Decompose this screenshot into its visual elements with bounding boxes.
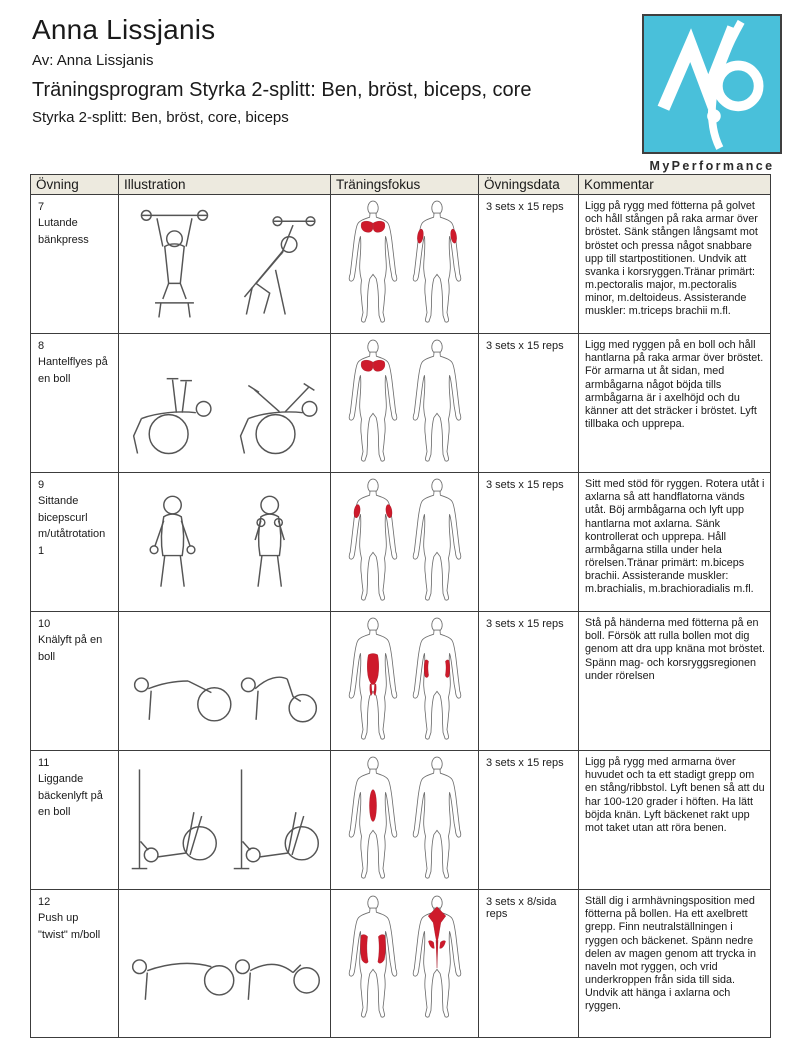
comment-cell — [579, 751, 771, 890]
comment-cell — [579, 334, 771, 473]
muscle-figure-back — [410, 200, 464, 326]
page-title: Anna Lissjanis — [32, 14, 216, 45]
table-row — [31, 473, 771, 612]
muscle-figure-back — [410, 339, 464, 465]
document-header — [0, 14, 800, 174]
table-row — [31, 890, 771, 1038]
muscle-figure-back — [410, 478, 464, 604]
comment-text: Ligg med ryggen på en boll och håll hantlarna på raka armar över bröstet. För armarna ut åt sidan, med armbågarna något böjda tills armbågarna är i axelhöjd och du känner att det sträcker i bröstet. Lyft tillbaka och upprepa. — [585, 339, 764, 431]
sets-reps: 3 sets x 15 reps — [486, 757, 564, 769]
comment-text: Sitt med stöd för ryggen. Rotera utåt i axlarna så att handflatorna vänds utåt. Böj armbågarna och lyft upp hantlarna mot axlarna. Sänk kontrollerat och upprepa. Håll armbågarna stilla under hela rörelsen.Tränar primärt: m.biceps brachii. Assisterande muskler: m.brachialis, m.brachioradialis m.fl. — [585, 478, 765, 596]
exercise-data-cell — [479, 195, 579, 334]
logo — [638, 8, 786, 173]
exercise-illustration — [122, 755, 328, 883]
exercise-number: 10 — [38, 618, 51, 630]
exercise-table — [30, 174, 771, 1038]
illustration-cell — [119, 890, 331, 1038]
focus-cell — [331, 195, 479, 334]
exercise-name: Sittande bicepscurl m/utåtrotation 1 — [38, 495, 106, 557]
focus-cell — [331, 751, 479, 890]
muscle-figure-back — [410, 617, 464, 743]
exercise-illustration — [122, 338, 328, 466]
focus-cell — [331, 473, 479, 612]
exercise-number: 7 — [38, 201, 45, 213]
table-row — [31, 612, 771, 751]
program-subtitle: Styrka 2-splitt: Ben, bröst, core, biceps — [32, 109, 289, 126]
table-row — [31, 751, 771, 890]
exercise-cell — [31, 751, 119, 890]
exercise-illustration — [122, 199, 328, 327]
exercise-number: 11 — [38, 757, 50, 769]
muscle-figure-front — [346, 200, 400, 326]
focus-cell — [331, 890, 479, 1038]
comment-cell — [579, 195, 771, 334]
muscle-figure-front — [346, 756, 400, 882]
comment-cell — [579, 473, 771, 612]
comment-text: Ställ dig i armhävningsposition med fötterna på bollen. Ha ett axelbrett grepp. Finn neutralställningen i ryggen och bäckenet. Spänn nedre delen av magen genom att trycka in naveln mot ryggen, och vrid underkroppen från sida till sida. Undvik att hänga i axlarna och ryggen. — [585, 895, 757, 1013]
exercise-cell — [31, 890, 119, 1038]
column-header-ovningsdata: Övningsdata — [479, 175, 579, 195]
illustration-cell — [119, 334, 331, 473]
column-header-kommentar: Kommentar — [579, 175, 771, 195]
muscle-figure-front — [346, 478, 400, 604]
column-header-ovning: Övning — [31, 175, 119, 195]
exercise-data-cell — [479, 473, 579, 612]
table-row — [31, 195, 771, 334]
exercise-cell — [31, 473, 119, 612]
exercise-illustration — [122, 894, 328, 1022]
exercise-number: 9 — [38, 479, 45, 491]
illustration-cell — [119, 195, 331, 334]
exercise-name: Push up "twist" m/boll — [38, 912, 101, 941]
sets-reps: 3 sets x 8/sida reps — [486, 896, 557, 920]
muscle-figure-front — [346, 339, 400, 465]
exercise-data-cell — [479, 334, 579, 473]
column-header-traningsfokus: Träningsfokus — [331, 175, 479, 195]
illustration-cell — [119, 473, 331, 612]
muscle-figure-back — [410, 756, 464, 882]
myperformance-logo-icon — [642, 14, 782, 154]
comment-cell — [579, 890, 771, 1038]
exercise-name: Liggande bäckenlyft på en boll — [38, 773, 103, 818]
exercise-name: Hantelflyes på en boll — [38, 356, 108, 385]
muscle-figure-front — [346, 895, 400, 1021]
byline: Av: Anna Lissjanis — [32, 52, 154, 69]
exercise-data-cell — [479, 751, 579, 890]
sets-reps: 3 sets x 15 reps — [486, 618, 564, 630]
exercise-cell — [31, 334, 119, 473]
exercise-cell — [31, 195, 119, 334]
exercise-data-cell — [479, 612, 579, 751]
sets-reps: 3 sets x 15 reps — [486, 479, 564, 491]
exercise-name: Knälyft på en boll — [38, 634, 103, 663]
muscle-figure-front — [346, 617, 400, 743]
sets-reps: 3 sets x 15 reps — [486, 201, 564, 213]
exercise-cell — [31, 612, 119, 751]
muscle-figure-back — [410, 895, 464, 1021]
comment-text: Ligg på rygg med armarna över huvudet och ta ett stadigt grepp om en stång/ribbstol. Lyft benen så att du har 100-120 grader i höften. Ha lätt böjda knän. Lyft bäckenet rakt upp mot taket utan att röra benen. — [585, 756, 765, 834]
exercise-name: Lutande bänkpress — [38, 217, 89, 246]
table-header-row — [31, 175, 771, 195]
exercise-data-cell — [479, 890, 579, 1038]
exercise-illustration — [122, 477, 328, 605]
focus-cell — [331, 612, 479, 751]
exercise-number: 8 — [38, 340, 45, 352]
comment-cell — [579, 612, 771, 751]
sets-reps: 3 sets x 15 reps — [486, 340, 564, 352]
exercise-number: 12 — [38, 896, 51, 908]
exercise-illustration — [122, 616, 328, 744]
logo-text: MyPerformance — [649, 159, 775, 173]
table-row — [31, 334, 771, 473]
comment-text: Ligg på rygg med fötterna på golvet och håll stången på raka armar över bröstet. Sänk stången långsamt mot bröstet och pressa något snabbare upp till startpostitionen. Undvik att svanka i korsryggen.Tränar primärt: m.pectoralis major, m.pectoralis minor, m.deltoideus. Assisterande muskler: m.triceps brachii m.fl. — [585, 200, 758, 318]
illustration-cell — [119, 751, 331, 890]
program-title: Träningsprogram Styrka 2-splitt: Ben, bröst, biceps, core — [32, 79, 532, 101]
column-header-illustration: Illustration — [119, 175, 331, 195]
illustration-cell — [119, 612, 331, 751]
focus-cell — [331, 334, 479, 473]
comment-text: Stå på händerna med fötterna på en boll. Försök att rulla bollen mot dig genom att dra upp knäna mot bröstet. Spänn mag- och korsryggsregionen under rörelsen — [585, 617, 766, 682]
